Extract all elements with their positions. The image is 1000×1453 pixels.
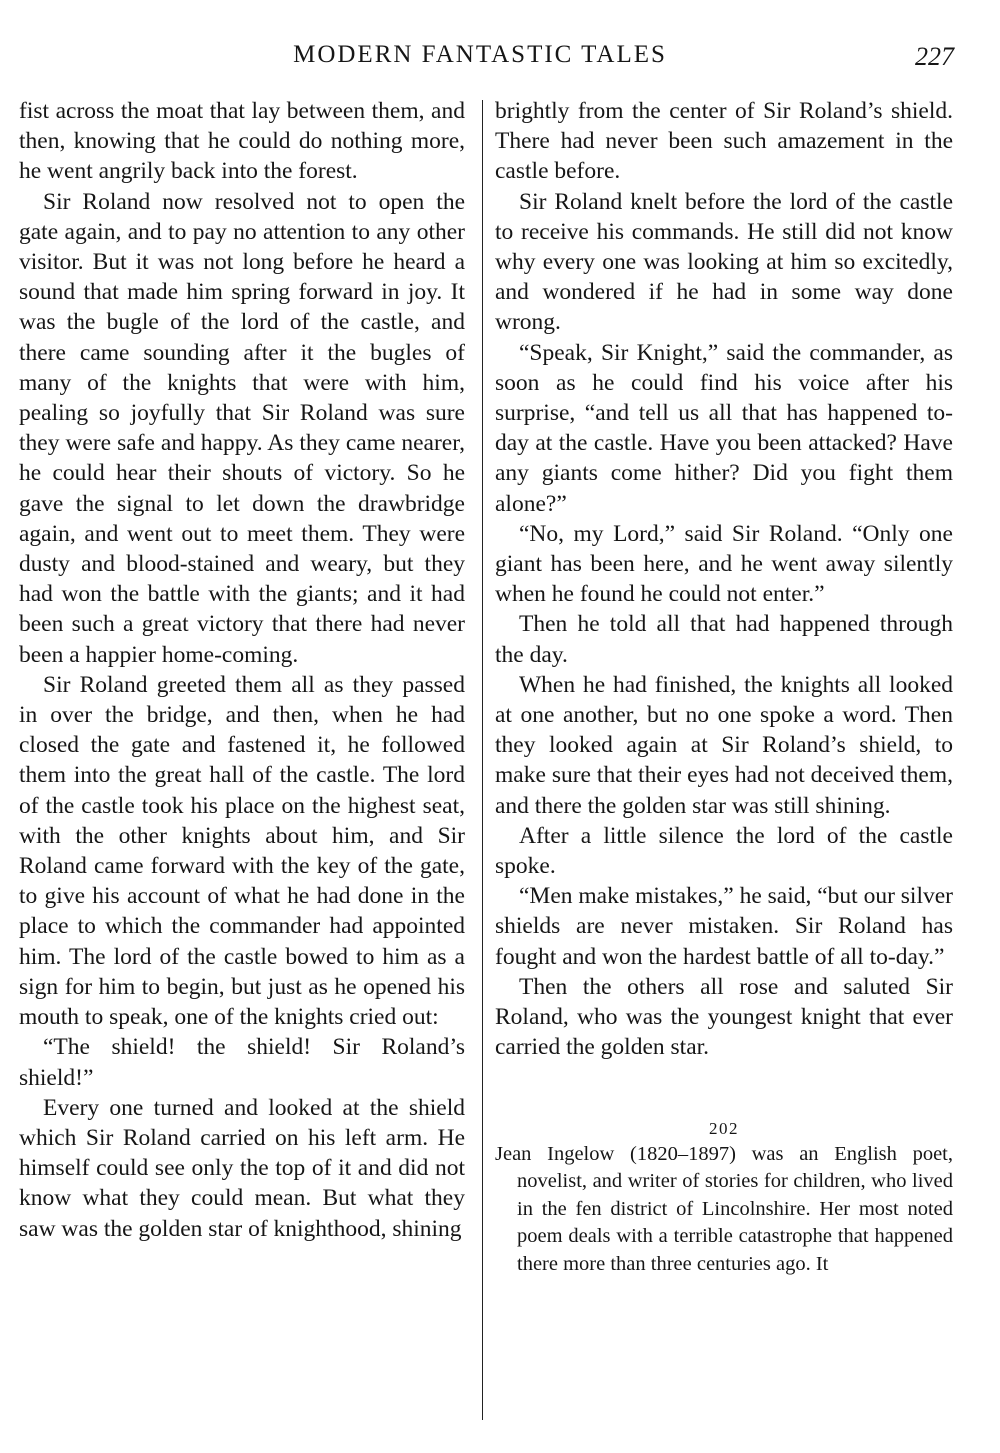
paragraph: “The shield! the shield! Sir Roland’s shield!” xyxy=(19,1034,465,1091)
selection-number: 202 xyxy=(709,1118,739,1138)
paragraph: fist across the moat that lay between them, and then, knowing that he could do nothing more, he went angrily back into the forest. xyxy=(19,98,465,185)
paragraph: Every one turned and looked at the shield which Sir Roland carried on his left arm. He himself could see only the top of it and did not know what they could mean. But what they saw was the golden star of knighthood, shining xyxy=(19,1094,465,1242)
column-divider xyxy=(482,100,483,1420)
left-column xyxy=(19,96,465,1244)
paragraph: Sir Roland greeted them all as they passed in over the bridge, and then, when he had closed the gate and fastened it, he followed them into the great hall of the castle. The lord of the castle took his place on the highest seat, with the other knights about him, and Sir Roland came forward with the key of the gate, to give his account of what he had done in the place to which the commander had appointed him. The lord of the castle bowed to him as a sign for him to begin, but just as he opened his mouth to speak, one of the knights cried out: xyxy=(19,671,465,1031)
paragraph: “No, my Lord,” said Sir Roland. “Only one giant has been here, and he went away silently when he found he could not enter.” xyxy=(495,520,953,608)
paragraph: “Speak, Sir Knight,” said the commander, as soon as he could find his voice after his surprise, “and tell us all that has happened to-day at the castle. Have you been attacked? Have any giants come hither? Did you fight them alone?” xyxy=(495,339,953,517)
paragraph: Sir Roland now resolved not to open the gate again, and to pay no attention to any other visitor. But it was not long before he heard a sound that made him spring forward in joy. It was the bugle of the lord of the castle, and there came sounding after it the bugles of many of the knights that were with him, pealing so joyfully that Sir Roland was sure they were safe and happy. As they came nearer, he could hear their shouts of victory. So he gave the signal to let down the drawbridge again, and went out to meet them. They were dusty and blood-stained and weary, but they had won the battle with the giants; and it had been such a great victory that there had never been a happier home-coming. xyxy=(19,188,465,668)
running-title: MODERN FANTASTIC TALES xyxy=(293,41,667,68)
paragraph: After a little silence the lord of the castle spoke. xyxy=(495,822,953,880)
paragraph: brightly from the center of Sir Roland’s shield. There had never been such amazement in the castle before. xyxy=(495,98,953,185)
paragraph: Sir Roland knelt before the lord of the castle to receive his commands. He still did not know why every one was looking at him so excitedly, and wondered if he had in some way done wrong. xyxy=(495,188,953,336)
paragraph: When he had finished, the knights all looked at one another, but no one spoke a word. Then they looked again at Sir Roland’s shield, to make sure that their eyes had not deceived them, and there the golden star was still shining. xyxy=(495,671,953,819)
paragraph: Then the others all rose and saluted Sir Roland, who was the youngest knight that ever carried the golden star. xyxy=(495,973,953,1061)
page-number: 227 xyxy=(915,42,954,71)
paragraph: Then he told all that had happened through the day. xyxy=(495,611,953,668)
author-bio-note: Jean Ingelow (1820–1897) was an English poet, novelist, and writer of stories for children, who lived in the fen district of Lincolnshire. Her most noted poem deals with a terrible catastrophe that happened there more than three centuries ago. It xyxy=(495,1142,953,1275)
right-column xyxy=(495,96,953,1278)
paragraph: “Men make mistakes,” he said, “but our silver shields are never mistaken. Sir Roland has fought and won the hardest battle of all to-day.” xyxy=(495,883,953,970)
